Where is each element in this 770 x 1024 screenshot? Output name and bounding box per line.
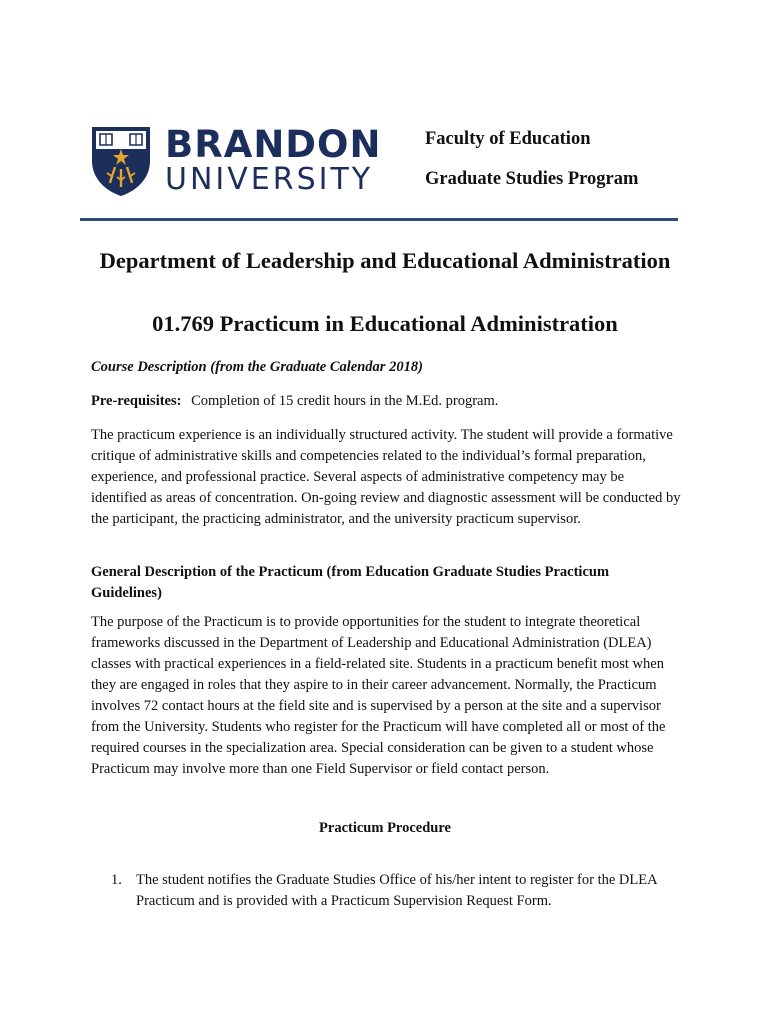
general-description-heading: General Description of the Practicum (from Education Graduate Studies Practicum Guidelines) bbox=[91, 564, 610, 601]
header-divider bbox=[80, 218, 678, 221]
prerequisites-text: Completion of 15 credit hours in the M.Ed. program. bbox=[191, 393, 499, 409]
procedure-heading: Practicum Procedure bbox=[319, 820, 451, 836]
brandon-university-logo bbox=[90, 123, 382, 200]
course-description-paragraph: The practicum experience is an individually structured activity. The student will provide a formative critique of administrative skills and competencies related to the individual’s formal preparation, experience, and professional practice. Several aspects of administrative competency may be identified as areas of concentration. On-going review and diagnostic assessment will be conducted by the participant, the practicing administrator, and the university practicum supervisor. bbox=[91, 427, 681, 527]
logo-wordmark-university: UNIVERSITY bbox=[165, 162, 374, 197]
logo-wordmark-brandon: BRANDON bbox=[165, 123, 382, 166]
faculty-name: Faculty of Education bbox=[425, 129, 591, 149]
department-title: Department of Leadership and Educational Administration bbox=[99, 248, 671, 273]
course-description-label: Course Description (from the Graduate Calendar 2018) bbox=[91, 359, 423, 375]
course-title: 01.769 Practicum in Educational Administration bbox=[152, 311, 618, 336]
general-description-paragraph: The purpose of the Practicum is to provide opportunities for the student to integrate theoretical frameworks discussed in the Department of Leadership and Educational Administration (DLEA) classes with practical experiences in a field-related site. Students in a practicum benefit most when they are engaged in roles that they aspire to in their career advancement. Normally, the Practicum involves 72 contact hours at the field site and is supervised by a person at the site and a supervisor from the University. Students who register for the Practicum will have completed all or most of the required courses in the specialization area. Special consideration can be given to a student whose Practicum may involve more than one Field Supervisor or field contact person. bbox=[91, 614, 666, 777]
list-item-number: 1. bbox=[111, 872, 122, 888]
program-name: Graduate Studies Program bbox=[425, 169, 639, 189]
shield-crest-icon bbox=[90, 125, 152, 197]
list-item-text: The student notifies the Graduate Studies Office of his/her intent to register for the DLEA Practicum and is provided with a Practicum Supervision Request Form. bbox=[136, 872, 657, 909]
prerequisites-label: Pre-requisites: bbox=[91, 393, 182, 409]
prerequisites bbox=[91, 391, 681, 412]
